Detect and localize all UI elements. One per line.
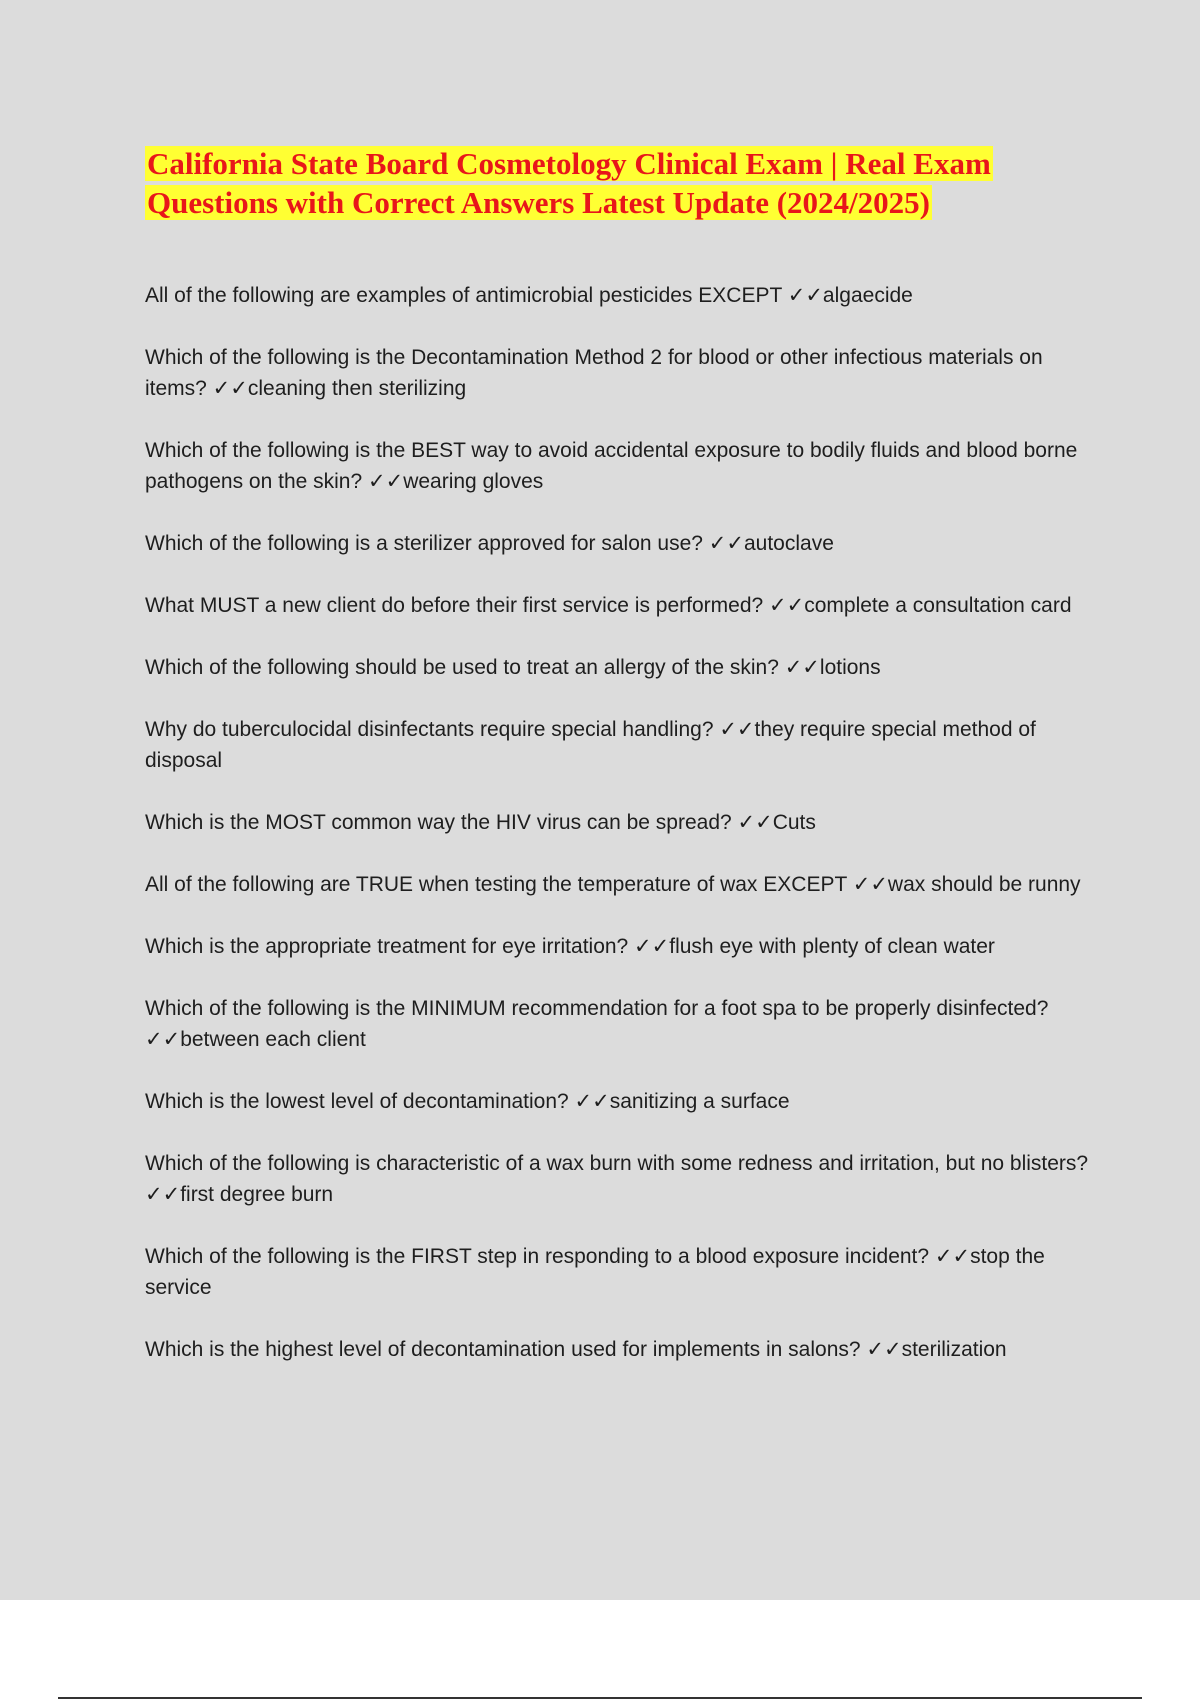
qa-item-4: Which of the following is a sterilizer approved for salon use? ✓✓autoclave: [145, 532, 834, 555]
document-title-text: California State Board Cosmetology Clinical Exam | Real Exam Questions with Correct Answers Latest Update (2024/2025): [147, 146, 991, 220]
qa-item-12: Which is the lowest level of decontamination? ✓✓sanitizing a surface: [145, 1090, 790, 1113]
qa-item-6: Which of the following should be used to treat an allergy of the skin? ✓✓lotions: [145, 656, 881, 679]
document-title: [145, 144, 1045, 222]
qa-item-13: Which of the following is characteristic of a wax burn with some redness and irritation, but no blisters? ✓✓first degree burn: [145, 1152, 1089, 1206]
qa-item-3: Which of the following is the BEST way to avoid accidental exposure to bodily fluids and blood borne pathogens on the skin? ✓✓wearing gloves: [145, 439, 1078, 493]
question-answer-list: [145, 280, 1095, 1396]
qa-item-10: Which is the appropriate treatment for eye irritation? ✓✓flush eye with plenty of clean water: [145, 935, 995, 958]
qa-item-14: Which of the following is the FIRST step in responding to a blood exposure incident? ✓✓stop the service: [145, 1245, 1045, 1299]
qa-item-8: Which is the MOST common way the HIV virus can be spread? ✓✓Cuts: [145, 811, 816, 834]
qa-item-15: Which is the highest level of decontamination used for implements in salons? ✓✓sterilization: [145, 1338, 1007, 1361]
footer-divider: [58, 1697, 1142, 1699]
qa-item-1: All of the following are examples of antimicrobial pesticides EXCEPT ✓✓algaecide: [145, 284, 913, 307]
qa-item-9: All of the following are TRUE when testing the temperature of wax EXCEPT ✓✓wax should be runny: [145, 873, 1081, 896]
qa-item-2: Which of the following is the Decontamination Method 2 for blood or other infectious materials on items? ✓✓cleaning then sterilizing: [145, 346, 1043, 400]
qa-item-7: Why do tuberculocidal disinfectants require special handling? ✓✓they require special method of disposal: [145, 718, 1036, 772]
qa-item-11: Which of the following is the MINIMUM recommendation for a foot spa to be properly disinfected? ✓✓between each client: [145, 997, 1049, 1051]
qa-item-5: What MUST a new client do before their first service is performed? ✓✓complete a consultation card: [145, 594, 1072, 617]
